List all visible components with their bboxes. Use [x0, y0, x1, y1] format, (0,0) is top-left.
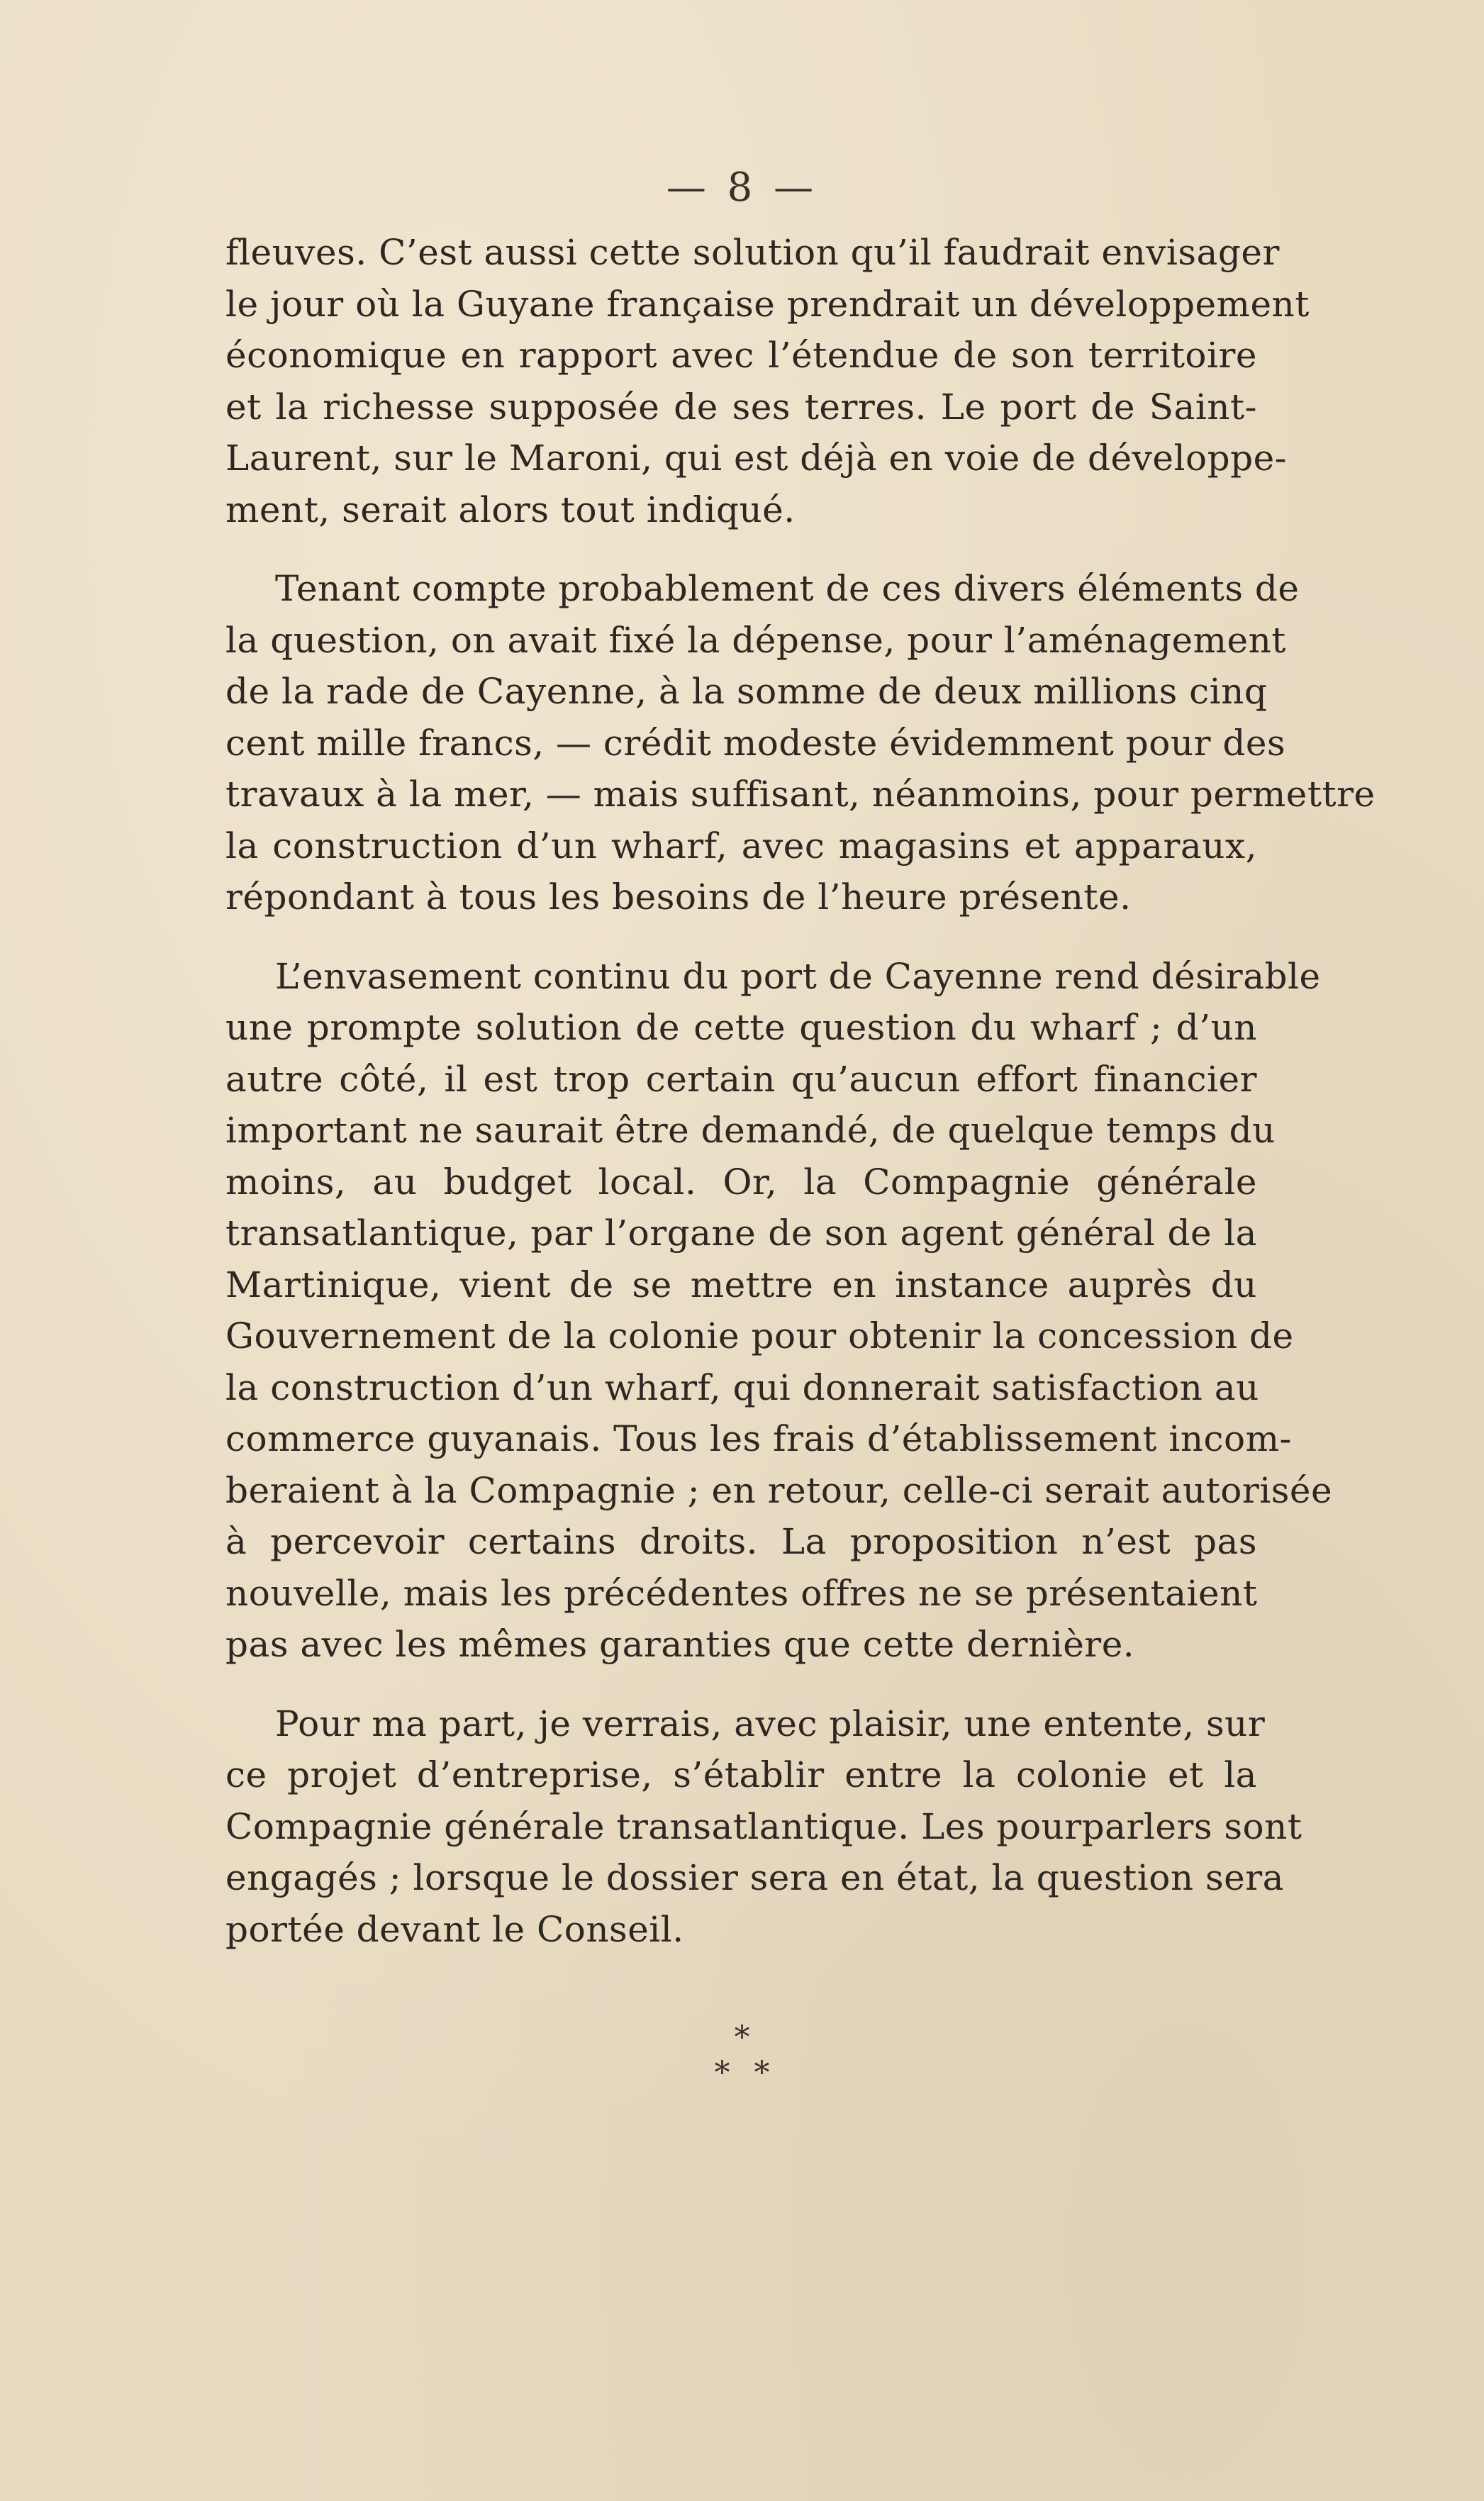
text-line: moins, au budget local. Or, la Compagnie générale	[225, 1161, 1257, 1203]
text-line: Compagnie générale transatlantique. Les pourparlers sont	[225, 1805, 1302, 1847]
text-line: fleuves. C’est aussi cette solution qu’il faudrait envisager	[225, 232, 1280, 273]
text-line: à percevoir certains droits. La proposition n’est pas	[225, 1521, 1257, 1562]
text-line: ce projet d’entreprise, s’établir entre la colonie et la	[225, 1754, 1257, 1795]
text-line: économique en rapport avec l’étendue de son territoire	[225, 335, 1257, 376]
paragraph-3	[225, 951, 1333, 1671]
text-line: L’envasement continu du port de Cayenne rend désirable	[275, 955, 1321, 997]
text-line: transatlantique, par l’organe de son agent général de la	[225, 1213, 1257, 1254]
paragraph-2	[225, 563, 1376, 923]
text-line: important ne saurait être demandé, de quelque temps du	[225, 1110, 1276, 1151]
text-line: une prompte solution de cette question du wharf ; d’un	[225, 1007, 1257, 1048]
asterism-bottom: **	[714, 2055, 794, 2091]
text-line: travaux à la mer, — mais suffisant, néanmoins, pour permettre	[225, 774, 1376, 815]
text-line: Pour ma part, je verrais, avec plaisir, une entente, sur	[275, 1703, 1266, 1744]
page-number: — 8 —	[666, 165, 818, 211]
text-line: le jour où la Guyane française prendrait un développement	[225, 283, 1310, 325]
text-line: beraient à la Compagnie ; en retour, celle-ci serait autorisée	[225, 1469, 1333, 1511]
text-line: la construction d’un wharf, qui donnerait satisfaction au	[225, 1366, 1259, 1408]
text-line: portée devant le Conseil.	[225, 1908, 684, 1950]
asterism-top: *	[734, 2020, 750, 2056]
text-line: répondant à tous les besoins de l’heure présente.	[225, 876, 1132, 918]
text-line: commerce guyanais. Tous les frais d’établissement incom-	[225, 1418, 1292, 1459]
text-line: cent mille francs, — crédit modeste évidemment pour des	[225, 722, 1286, 764]
text-line: de la rade de Cayenne, à la somme de deux millions cinq	[225, 671, 1268, 712]
text-line: et la richesse supposée de ses terres. Le port de Saint-	[225, 386, 1257, 428]
text-line: autre côté, il est trop certain qu’aucun effort financier	[225, 1058, 1257, 1100]
text-line: nouvelle, mais les précédentes offres ne se présentaient	[225, 1572, 1258, 1614]
text-line: pas avec les mêmes garanties que cette dernière.	[225, 1624, 1135, 1665]
paragraph-4	[225, 1698, 1302, 1956]
text-line: Martinique, vient de se mettre en instance auprès du	[225, 1264, 1257, 1305]
text-line: ment, serait alors tout indiqué.	[225, 489, 796, 530]
text-line: engagés ; lorsque le dossier sera en état, la question sera	[225, 1857, 1284, 1898]
paragraph-1	[225, 227, 1310, 535]
text-line: Laurent, sur le Maroni, qui est déjà en voie de développe-	[225, 438, 1288, 479]
text-line: la question, on avait fixé la dépense, pour l’aménagement	[225, 619, 1286, 661]
text-line: Gouvernement de la colonie pour obtenir la concession de	[225, 1315, 1294, 1357]
text-line: la construction d’un wharf, avec magasins et apparaux,	[225, 825, 1257, 867]
body-text	[225, 227, 1376, 1983]
text-line: Tenant compte probablement de ces divers éléments de	[275, 568, 1300, 609]
